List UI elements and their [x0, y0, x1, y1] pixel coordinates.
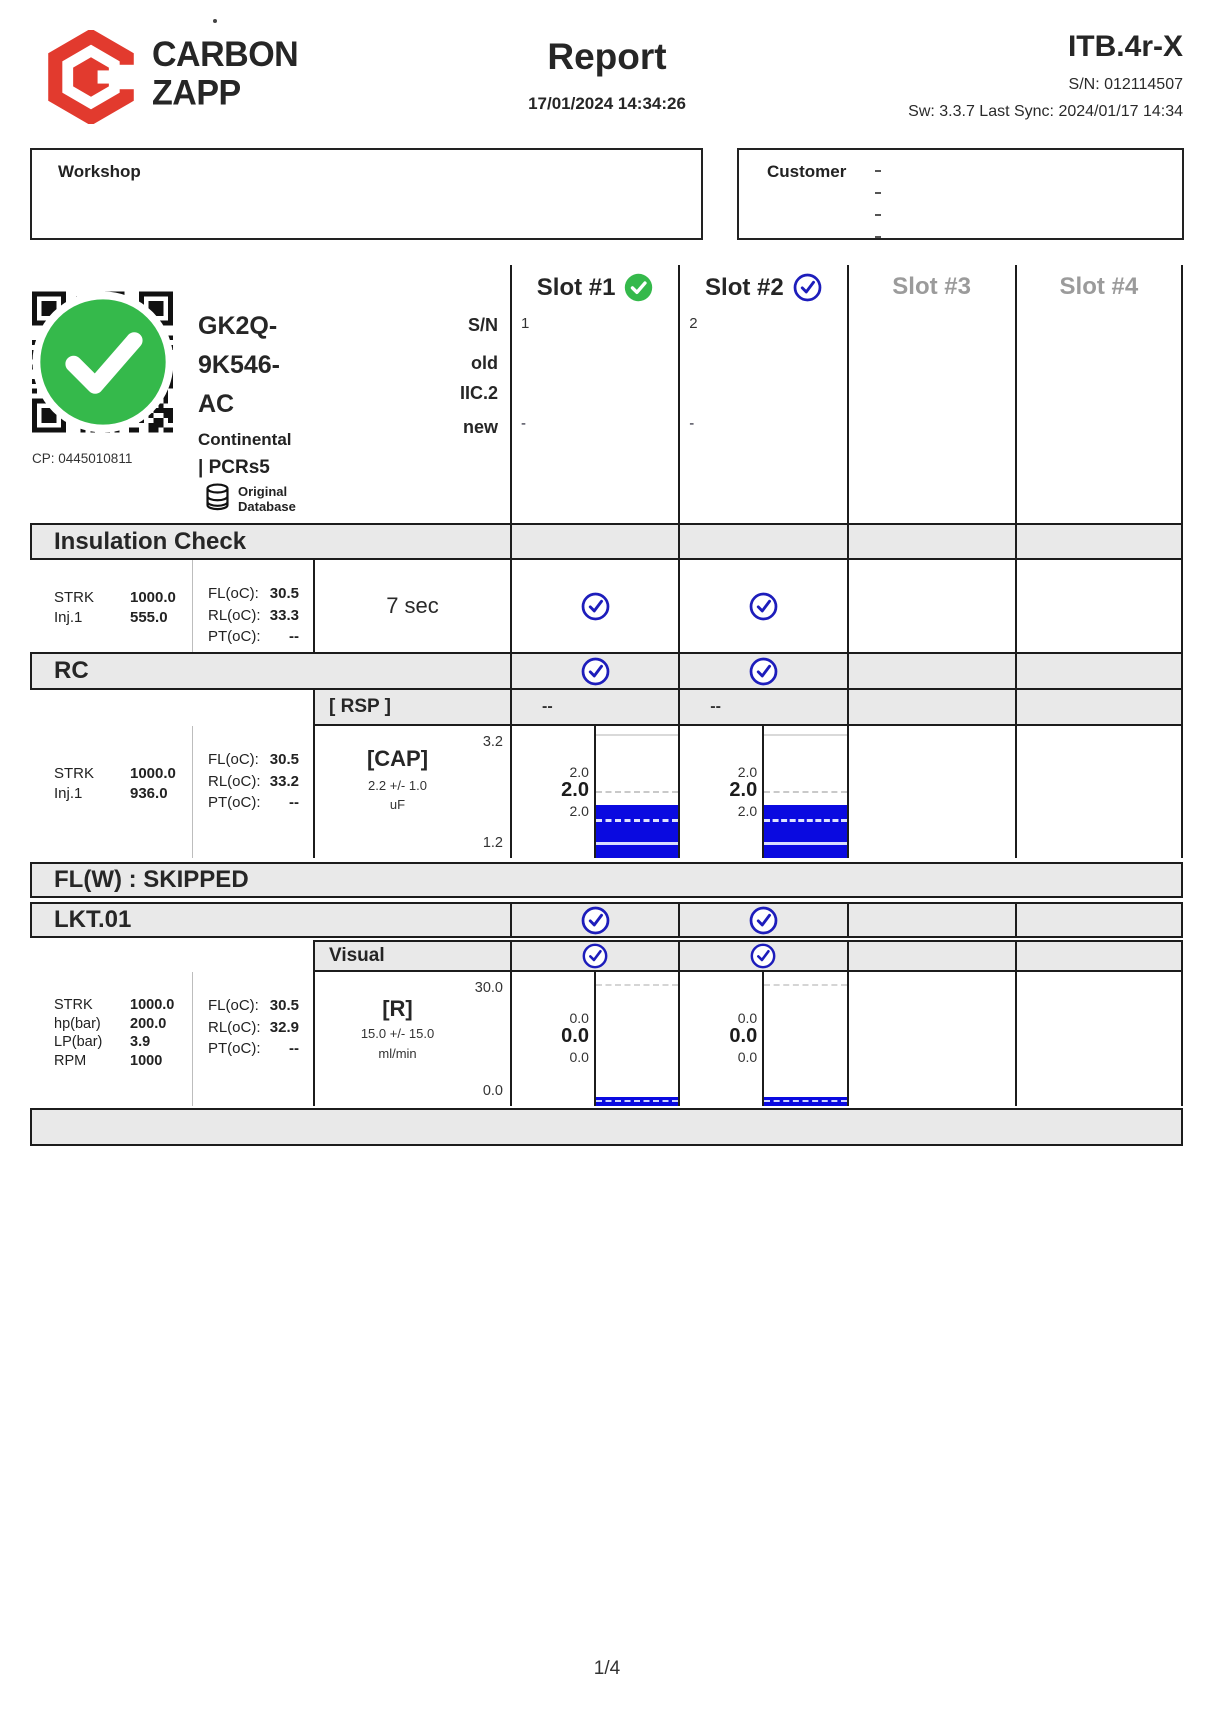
r-slot1-cell: 0.0 0.0 0.0	[510, 972, 678, 1106]
qr-valid-check-icon	[32, 288, 173, 436]
label-iic: IIC.2	[459, 383, 498, 403]
lkt-title: LKT.01	[30, 902, 510, 938]
cap-scale-max: 3.2	[482, 734, 503, 750]
check-icon	[581, 592, 610, 621]
insulation-header-row	[30, 523, 1183, 560]
rsp-slot2-value: --	[678, 690, 846, 726]
cap-params: STRK 1000.0 Inj.1 936.0	[54, 765, 176, 802]
workshop-label: Workshop	[58, 162, 141, 181]
check-icon	[749, 592, 778, 621]
cap-slot1-bar-chart	[594, 726, 678, 858]
slot2-title: Slot #2	[705, 273, 784, 301]
r-slot2-bar-chart	[762, 972, 846, 1106]
customer-empty-fields	[875, 170, 881, 258]
lkt-header-row	[30, 902, 1183, 938]
slot2-pass-icon	[793, 273, 822, 302]
workshop-box	[30, 148, 703, 240]
insulation-params: STRK 1000.0 Inj.1 555.0	[54, 589, 176, 626]
insulation-title: Insulation Check	[30, 523, 510, 560]
slot4-column	[1015, 265, 1183, 523]
manufacturer: Continental	[198, 430, 292, 449]
r-test-name: [R]	[382, 996, 413, 1021]
injector-cp-code: CP: 0445010811	[32, 451, 133, 466]
stray-dot	[213, 19, 217, 23]
check-icon	[749, 657, 778, 686]
insulation-duration: 7 sec	[313, 560, 510, 652]
r-bar	[596, 1097, 678, 1106]
device-model: ITB.4r-X	[1067, 30, 1183, 63]
check-icon	[581, 906, 610, 935]
report-datetime: 17/01/2024 14:34:26	[528, 94, 686, 113]
r-test-info	[313, 972, 510, 1106]
part-info	[198, 307, 292, 479]
customer-label: Customer	[767, 162, 847, 181]
part-number-line2: 9K546-	[198, 351, 280, 379]
label-old: old	[471, 353, 498, 373]
cap-data-row	[30, 726, 1183, 858]
insulation-slot2-result	[678, 560, 846, 652]
rc-title: RC	[30, 652, 510, 690]
lkt-slot1-result	[510, 902, 678, 938]
page-number: 1/4	[593, 1658, 621, 1679]
page-title: Report	[547, 36, 667, 77]
check-icon	[749, 906, 778, 935]
cap-slot2-cell: 2.0 2.0 2.0	[678, 726, 846, 858]
check-icon	[581, 657, 610, 686]
database-source	[204, 483, 296, 514]
slot1-pass-icon	[624, 273, 653, 302]
check-icon	[582, 943, 608, 969]
injector-series: | PCRs5	[198, 457, 270, 478]
injector-info-area	[30, 265, 510, 523]
check-icon	[750, 943, 776, 969]
visual-slot1-result	[510, 940, 678, 972]
slot1-column	[510, 265, 678, 523]
brand-line-2: ZAPP	[152, 73, 241, 113]
device-sw-sync: Sw: 3.3.7 Last Sync: 2024/01/17 14:34	[908, 103, 1183, 120]
r-temps: FL(oC): 30.5 RL(oC): 32.9 PT(oC): --	[192, 972, 313, 1106]
r-slot1-bar-chart	[594, 972, 678, 1106]
r-bar	[764, 1097, 846, 1106]
slot-info-region	[30, 265, 1183, 523]
database-label: Original Database	[238, 483, 296, 514]
rc-header-row	[30, 652, 1183, 690]
qr-code	[32, 288, 173, 436]
cap-bar	[596, 805, 678, 858]
device-serial: S/N: 012114507	[1068, 76, 1183, 93]
table-footer-bar	[30, 1108, 1183, 1146]
visual-row	[313, 940, 1183, 972]
cap-unit: uF	[389, 797, 406, 812]
r-slot2-cell: 0.0 0.0 0.0	[678, 972, 846, 1106]
rsp-label: [ RSP ]	[313, 690, 510, 726]
customer-box	[737, 148, 1184, 240]
r-params: STRK 1000.0 hp(bar) 200.0 LP(bar) 3.9 RPM 1000	[54, 997, 175, 1069]
rc-slot2-result	[678, 652, 846, 690]
slot1-sn: 1	[521, 315, 530, 332]
slot2-column	[678, 265, 846, 523]
cap-test-name: [CAP]	[366, 746, 429, 771]
cap-scale-min: 1.2	[482, 835, 503, 851]
brand-line-1: CARBON	[152, 34, 299, 75]
r-tolerance: 15.0 +/- 15.0	[360, 1026, 435, 1041]
part-number-line3: AC	[198, 390, 235, 418]
rsp-slot1-value: --	[510, 690, 678, 726]
slot2-new: -	[689, 415, 695, 432]
slot3-title: Slot #3	[892, 273, 971, 300]
r-unit: ml/min	[378, 1046, 417, 1061]
database-icon	[204, 483, 231, 514]
cap-test-info	[313, 726, 510, 858]
slot1-title: Slot #1	[536, 273, 616, 301]
insulation-slot1-result	[510, 560, 678, 652]
slot4-title: Slot #4	[1059, 273, 1139, 300]
r-scale-min: 0.0	[482, 1083, 503, 1099]
cap-tolerance: 2.2 +/- 1.0	[368, 778, 427, 793]
label-sn: S/N	[467, 315, 498, 335]
flw-title: FL(W) : SKIPPED	[30, 862, 1183, 898]
cap-temps: FL(oC): 30.5 RL(oC): 33.2 PT(oC): --	[192, 726, 313, 858]
visual-slot2-result	[678, 940, 846, 972]
slot1-new: -	[521, 415, 526, 432]
label-new: new	[462, 417, 498, 437]
results-table	[30, 265, 1183, 1146]
r-scale-max: 30.0	[474, 980, 503, 996]
cap-bar	[764, 805, 846, 858]
cap-slot1-cell: 2.0 2.0 2.0	[510, 726, 678, 858]
r-data-row	[30, 972, 1183, 1106]
insulation-temps: FL(oC): 30.5 RL(oC): 33.3 PT(oC): --	[192, 560, 313, 652]
rsp-row	[313, 690, 1183, 726]
rc-slot1-result	[510, 652, 678, 690]
part-number-line1: GK2Q-	[198, 312, 278, 340]
cap-slot2-bar-chart	[762, 726, 846, 858]
lkt-slot2-result	[678, 902, 846, 938]
visual-label: Visual	[313, 940, 510, 972]
insulation-data-row	[30, 560, 1183, 652]
flw-header-row	[30, 862, 1183, 898]
slot2-sn: 2	[689, 315, 698, 332]
slot3-column	[847, 265, 1015, 523]
